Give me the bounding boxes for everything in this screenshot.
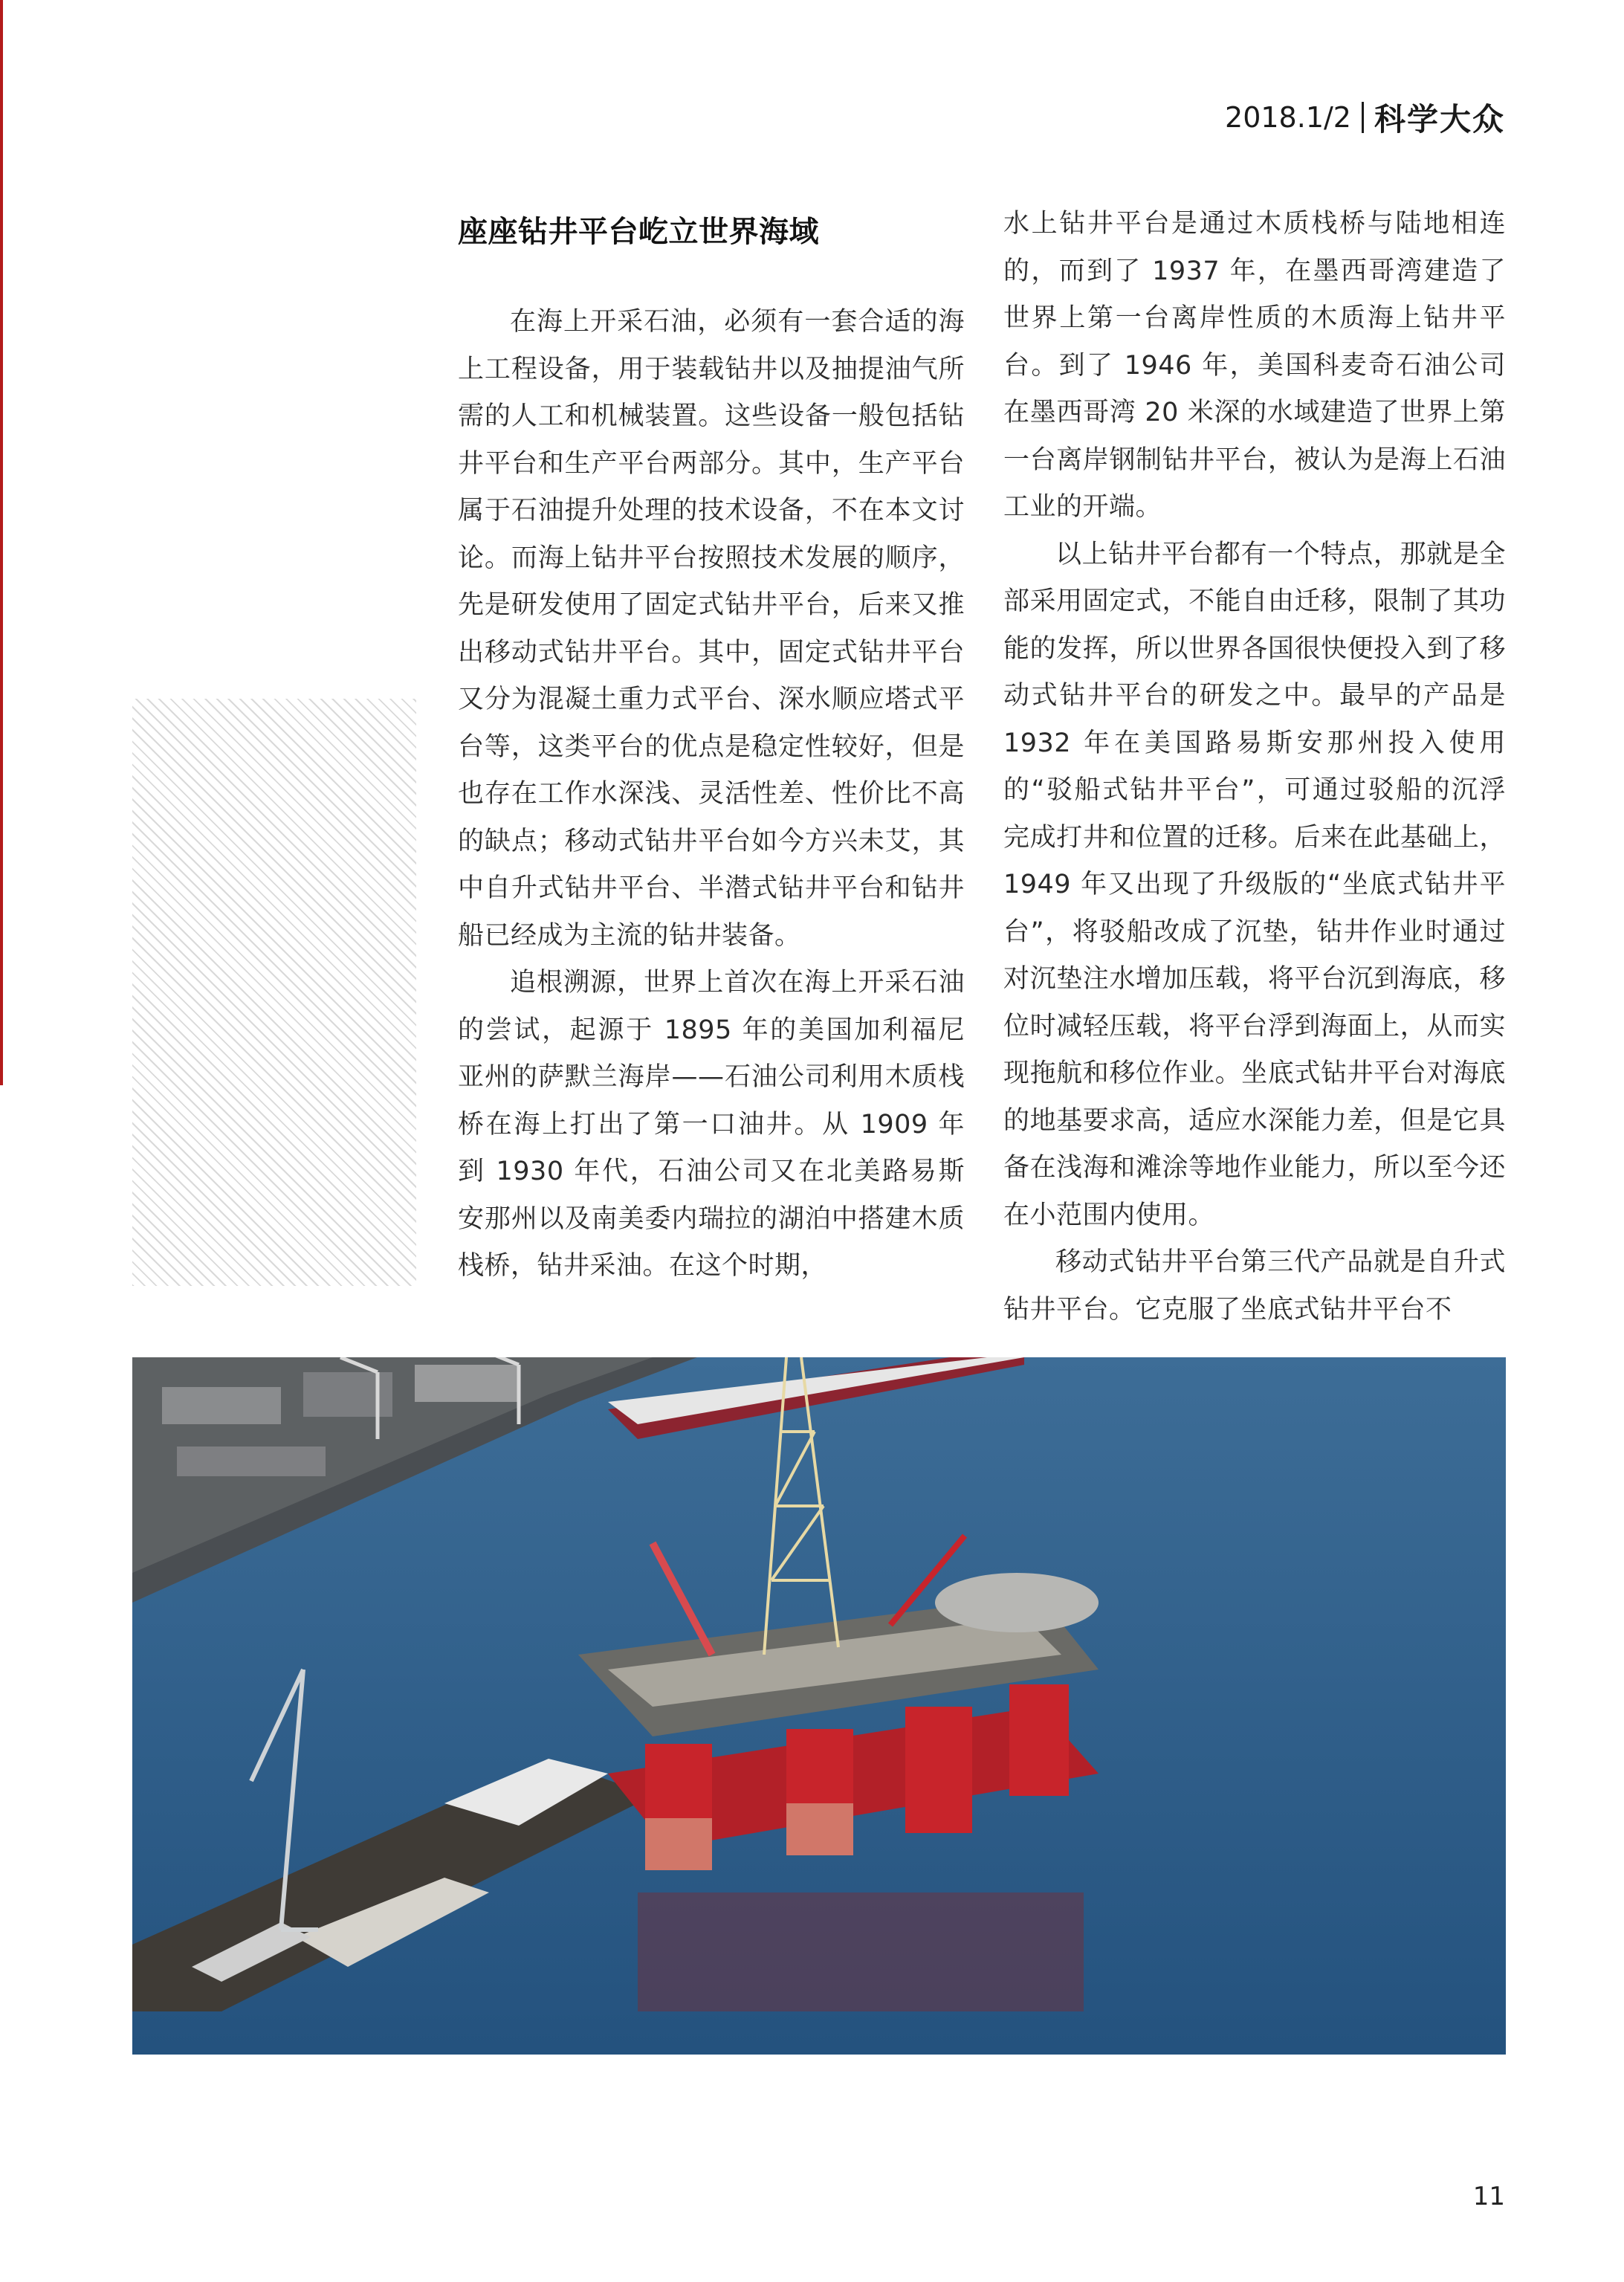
drilling-rig-illustration (132, 1357, 1506, 2055)
drilling-rig-photo (132, 1357, 1506, 2055)
decorative-hatch-pattern (132, 699, 416, 1286)
issue-date: 2018.1/2 (1225, 101, 1351, 134)
right-paragraph-3: 移动式钻井平台第三代产品就是自升式钻井平台。它克服了坐底式钻井平台不 (1003, 1247, 1506, 1325)
page-number: 11 (1472, 2182, 1505, 2211)
left-paragraph-1: 在海上开采石油，必须有一套合适的海上工程设备，用于装载钻井以及抽提油气所需的人工和机械装置。这些设备一般包括钻井平台和生产平台两部分。其中，生产平台属于石油提升处理的技术设备，不在本文讨论。而海上钻井平台按照技术发展的顺序，先是研发使用了固定式钻井平台，后来又推出移动式钻井平台。其中，固定式钻井平台又分为混凝土重力式平台、深水顺应塔式平台等，这类平台的优点是稳定性较好，但是也存在工作水深浅、灵活性差、性价比不高的缺点；移动式钻井平台如今方兴未艾，其中自升式钻井平台、半潜式钻井平台和钻井船已经成为主流的钻井装备。 (458, 307, 965, 951)
helideck (935, 1573, 1099, 1632)
right-text-column (1003, 201, 1506, 1334)
right-paragraph-2: 以上钻井平台都有一个特点，那就是全部采用固定式，不能自由迁移，限制了其功能的发挥，所以世界各国很快便投入到了移动式钻井平台的研发之中。最早的产品是 1932 年在美国路易斯安那州投入使用的“驳船式钻井平台”，可通过驳船的沉浮完成打井和位置的迁移。后来在此基础上，1949 年又出现了升级版的“坐底式钻井平台”，将驳船改成了沉垫，钻井作业时通过对沉垫注水增加压载，将平台沉到海底，移位时减轻压载，将平台浮到海面上，从而实现拖航和移位作业。坐底式钻井平台对海底的地基要求高，适应水深能力差，但是它具备在浅海和滩涂等地作业能力，所以至今还在小范围内使用。 (1003, 539, 1506, 1230)
section-heading: 座座钻井平台屹立世界海域 (458, 215, 819, 249)
magazine-title: 科学大众 (1374, 101, 1505, 138)
page-header (1225, 95, 1505, 140)
left-paragraph-2: 追根溯源，世界上首次在海上开采石油的尝试，起源于 1895 年的美国加利福尼亚州的萨默兰海岸——石油公司利用木质栈桥在海上打出了第一口油井。从 1909 年到 1930 年代，石油公司又在北美路易斯安那州以及南美委内瑞拉的湖泊中搭建木质栈桥，钻井采油。在这个时期， (458, 968, 965, 1281)
header-separator (1362, 102, 1364, 133)
right-paragraph-1: 水上钻井平台是通过木质栈桥与陆地相连的，而到了 1937 年，在墨西哥湾建造了世界上第一台离岸性质的木质海上钻井平台。到了 1946 年，美国科麦奇石油公司在墨西哥湾 20 米深的水域建造了世界上第一台离岸钢制钻井平台，被认为是海上石油工业的开端。 (1003, 209, 1506, 522)
left-accent-rule (0, 0, 3, 1085)
left-text-column (458, 201, 965, 1290)
rig-reflection (638, 1892, 1084, 2011)
